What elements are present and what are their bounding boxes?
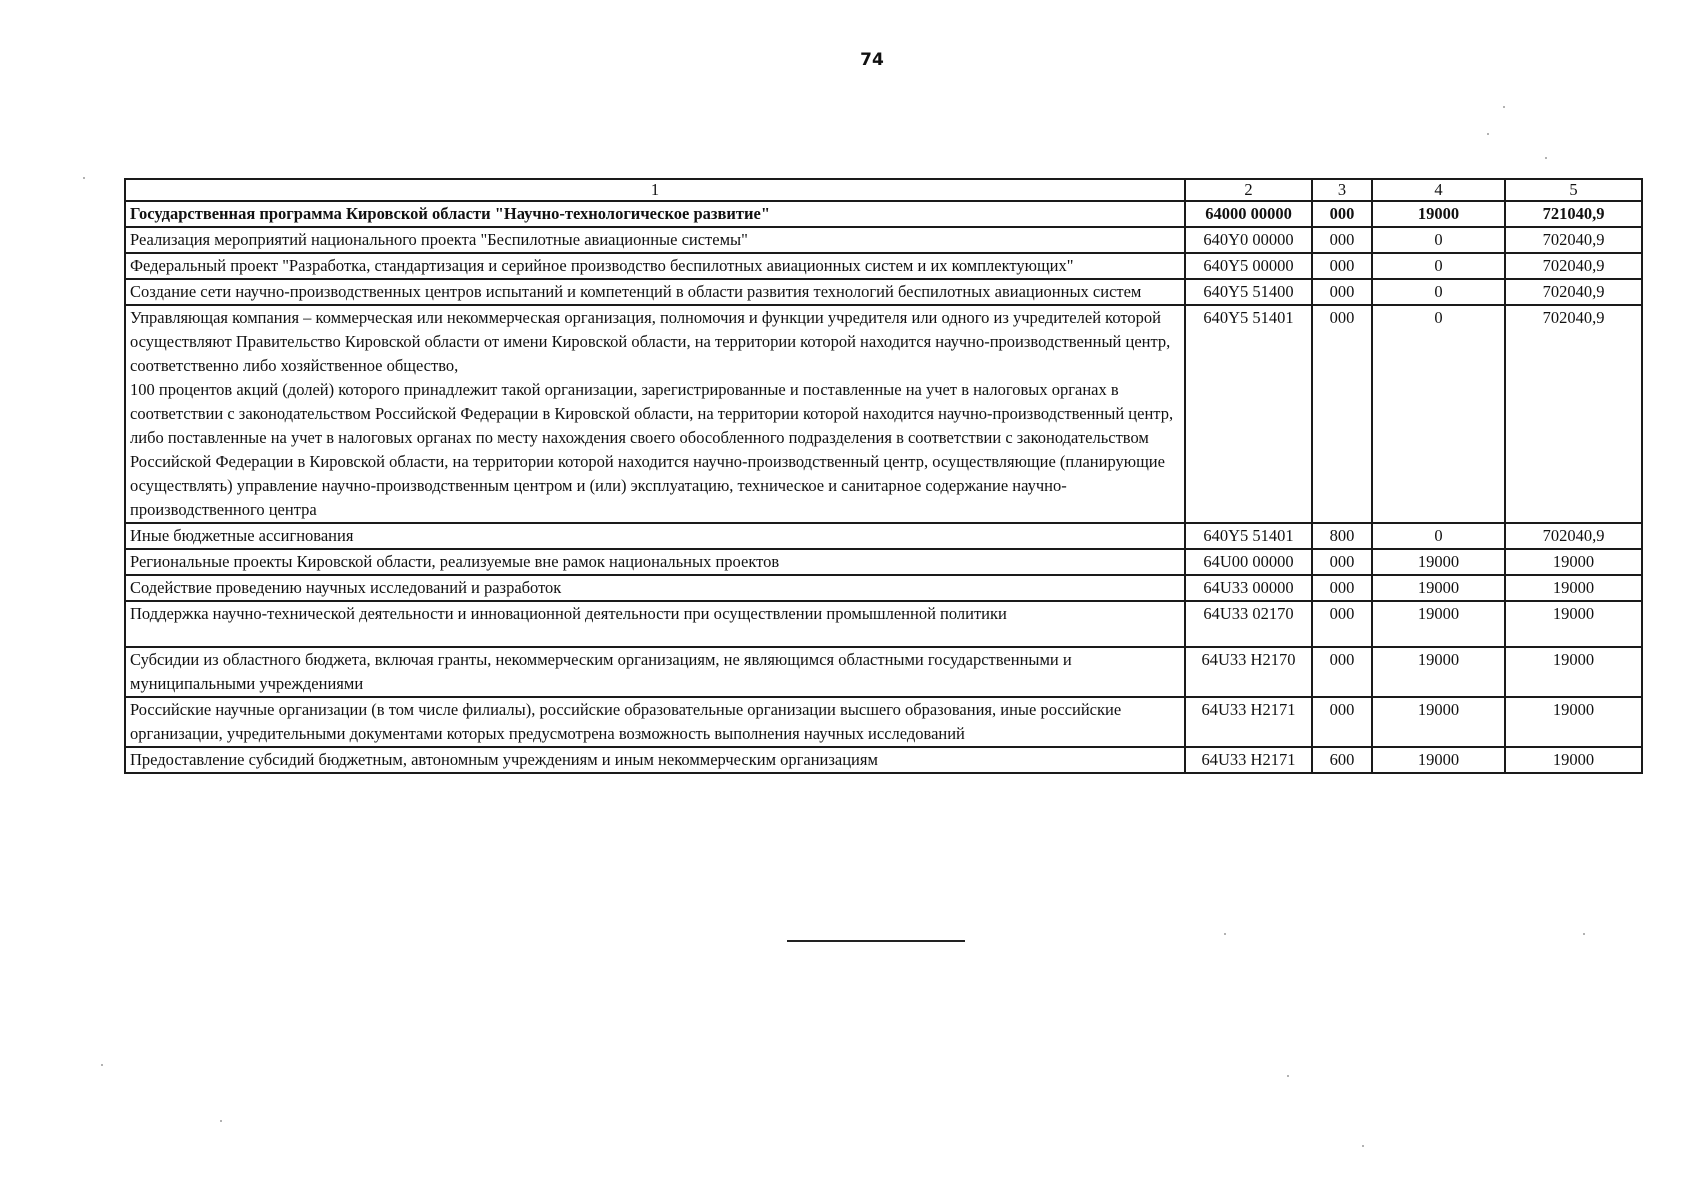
row-name-cell: Управляющая компания – коммерческая или некоммерческая организация, полномочия и функции учредителя или одного из учредителей которой осуществляют Правительство Кировской области от имени Кировской области, на территории которой находится научно-производственный центр, соответственно либо хозяйственное общество, 100 процентов акций (долей) которого принадлежит такой организации, зарегистрированные и поставленные на учет в налоговых органах в соответствии с законодательством Российской Федерации в Кировской области, на территории которой находится научно-производственный центр, либо поставленные на учет в налоговых органах по месту нахождения своего обособленного подразделения в соответствии с законодательством Российской Федерации в Кировской области, на территории которой находится научно-производственный центр, осуществляющие (планирующие осуществлять) управление научно-производственным центром и (или) эксплуатацию, техническое и санитарное содержание научно-производственного центра <box>125 305 1185 523</box>
row-name-cell: Федеральный проект "Разработка, стандартизация и серийное производство беспилотных авиационных систем и их комплектующих" <box>125 253 1185 279</box>
row-col4-cell: 0 <box>1372 253 1505 279</box>
row-type-cell: 000 <box>1312 697 1372 747</box>
row-col5-cell: 19000 <box>1505 601 1642 647</box>
row-name-cell: Предоставление субсидий бюджетным, автономным учреждениям и иным некоммерческим организациям <box>125 747 1185 773</box>
row-col4-cell: 19000 <box>1372 601 1505 647</box>
row-code-cell: 64U00 00000 <box>1185 549 1312 575</box>
row-name-cell: Российские научные организации (в том числе филиалы), российские образовательные организации высшего образования, иные российские организации, учредительными документами которых предусмотрена возможность выполнения научных исследований <box>125 697 1185 747</box>
row-col5-cell: 721040,9 <box>1505 201 1642 227</box>
row-name-cell: Иные бюджетные ассигнования <box>125 523 1185 549</box>
budget-table <box>124 178 1643 774</box>
row-col4-cell: 19000 <box>1372 747 1505 773</box>
scan-speck <box>1224 933 1226 935</box>
scan-speck <box>101 1064 103 1066</box>
row-col5-cell: 702040,9 <box>1505 305 1642 523</box>
scan-speck <box>1583 933 1585 935</box>
row-type-cell: 000 <box>1312 305 1372 523</box>
table-row <box>125 201 1642 227</box>
row-col4-cell: 19000 <box>1372 549 1505 575</box>
row-name-cell: Поддержка научно-технической деятельности и инновационной деятельности при осуществлении промышленной политики <box>125 601 1185 647</box>
row-col5-cell: 702040,9 <box>1505 523 1642 549</box>
row-col5-cell: 19000 <box>1505 647 1642 697</box>
row-col5-cell: 702040,9 <box>1505 253 1642 279</box>
row-type-cell: 000 <box>1312 549 1372 575</box>
row-name-cell: Создание сети научно-производственных центров испытаний и компетенций в области развития технологий беспилотных авиационных систем <box>125 279 1185 305</box>
row-col4-cell: 0 <box>1372 523 1505 549</box>
row-code-cell: 640Y5 51401 <box>1185 523 1312 549</box>
row-col4-cell: 0 <box>1372 279 1505 305</box>
row-col4-cell: 0 <box>1372 227 1505 253</box>
row-col5-cell: 19000 <box>1505 747 1642 773</box>
table-row <box>125 575 1642 601</box>
row-type-cell: 000 <box>1312 647 1372 697</box>
row-type-cell: 000 <box>1312 201 1372 227</box>
table-row <box>125 279 1642 305</box>
row-col4-cell: 19000 <box>1372 201 1505 227</box>
header-cell-4: 4 <box>1372 179 1505 201</box>
row-code-cell: 64U33 02170 <box>1185 601 1312 647</box>
row-code-cell: 64000 00000 <box>1185 201 1312 227</box>
row-type-cell: 000 <box>1312 601 1372 647</box>
scan-speck <box>1503 106 1505 108</box>
table-row <box>125 601 1642 647</box>
row-col4-cell: 19000 <box>1372 575 1505 601</box>
row-type-cell: 000 <box>1312 279 1372 305</box>
table-row <box>125 253 1642 279</box>
row-col5-cell: 19000 <box>1505 549 1642 575</box>
scan-speck <box>1362 1145 1364 1147</box>
row-type-cell: 000 <box>1312 575 1372 601</box>
row-col4-cell: 0 <box>1372 305 1505 523</box>
table-row <box>125 647 1642 697</box>
row-col5-cell: 19000 <box>1505 575 1642 601</box>
table-row <box>125 697 1642 747</box>
row-code-cell: 640Y5 51400 <box>1185 279 1312 305</box>
header-cell-3: 3 <box>1312 179 1372 201</box>
scan-speck <box>1487 133 1489 135</box>
row-code-cell: 64U33 H2170 <box>1185 647 1312 697</box>
row-name-cell: Региональные проекты Кировской области, реализуемые вне рамок национальных проектов <box>125 549 1185 575</box>
row-type-cell: 000 <box>1312 227 1372 253</box>
row-col4-cell: 19000 <box>1372 697 1505 747</box>
table-row <box>125 523 1642 549</box>
row-col5-cell: 19000 <box>1505 697 1642 747</box>
page-number: 74 <box>860 50 884 70</box>
end-rule <box>787 940 965 942</box>
row-code-cell: 640Y0 00000 <box>1185 227 1312 253</box>
budget-table-container <box>124 178 1641 774</box>
row-name-cell: Содействие проведению научных исследований и разработок <box>125 575 1185 601</box>
row-col4-cell: 19000 <box>1372 647 1505 697</box>
table-row <box>125 747 1642 773</box>
row-code-cell: 640Y5 51401 <box>1185 305 1312 523</box>
row-code-cell: 64U33 H2171 <box>1185 697 1312 747</box>
scan-speck <box>220 1120 222 1122</box>
table-body <box>125 201 1642 773</box>
header-cell-2: 2 <box>1185 179 1312 201</box>
row-code-cell: 64U33 H2171 <box>1185 747 1312 773</box>
header-cell-5: 5 <box>1505 179 1642 201</box>
row-type-cell: 600 <box>1312 747 1372 773</box>
row-name-cell: Реализация мероприятий национального проекта "Беспилотные авиационные системы" <box>125 227 1185 253</box>
scan-speck <box>83 177 85 179</box>
row-col5-cell: 702040,9 <box>1505 227 1642 253</box>
row-name-cell: Субсидии из областного бюджета, включая гранты, некоммерческим организациям, не являющимся областными государственными и муниципальными учреждениями <box>125 647 1185 697</box>
header-cell-1: 1 <box>125 179 1185 201</box>
table-row <box>125 549 1642 575</box>
scan-speck <box>1287 1075 1289 1077</box>
row-type-cell: 800 <box>1312 523 1372 549</box>
table-row <box>125 305 1642 523</box>
row-code-cell: 640Y5 00000 <box>1185 253 1312 279</box>
header-row <box>125 179 1642 201</box>
row-code-cell: 64U33 00000 <box>1185 575 1312 601</box>
row-name-cell: Государственная программа Кировской области "Научно-технологическое развитие" <box>125 201 1185 227</box>
row-type-cell: 000 <box>1312 253 1372 279</box>
table-row <box>125 227 1642 253</box>
scan-speck <box>1545 157 1547 159</box>
row-col5-cell: 702040,9 <box>1505 279 1642 305</box>
